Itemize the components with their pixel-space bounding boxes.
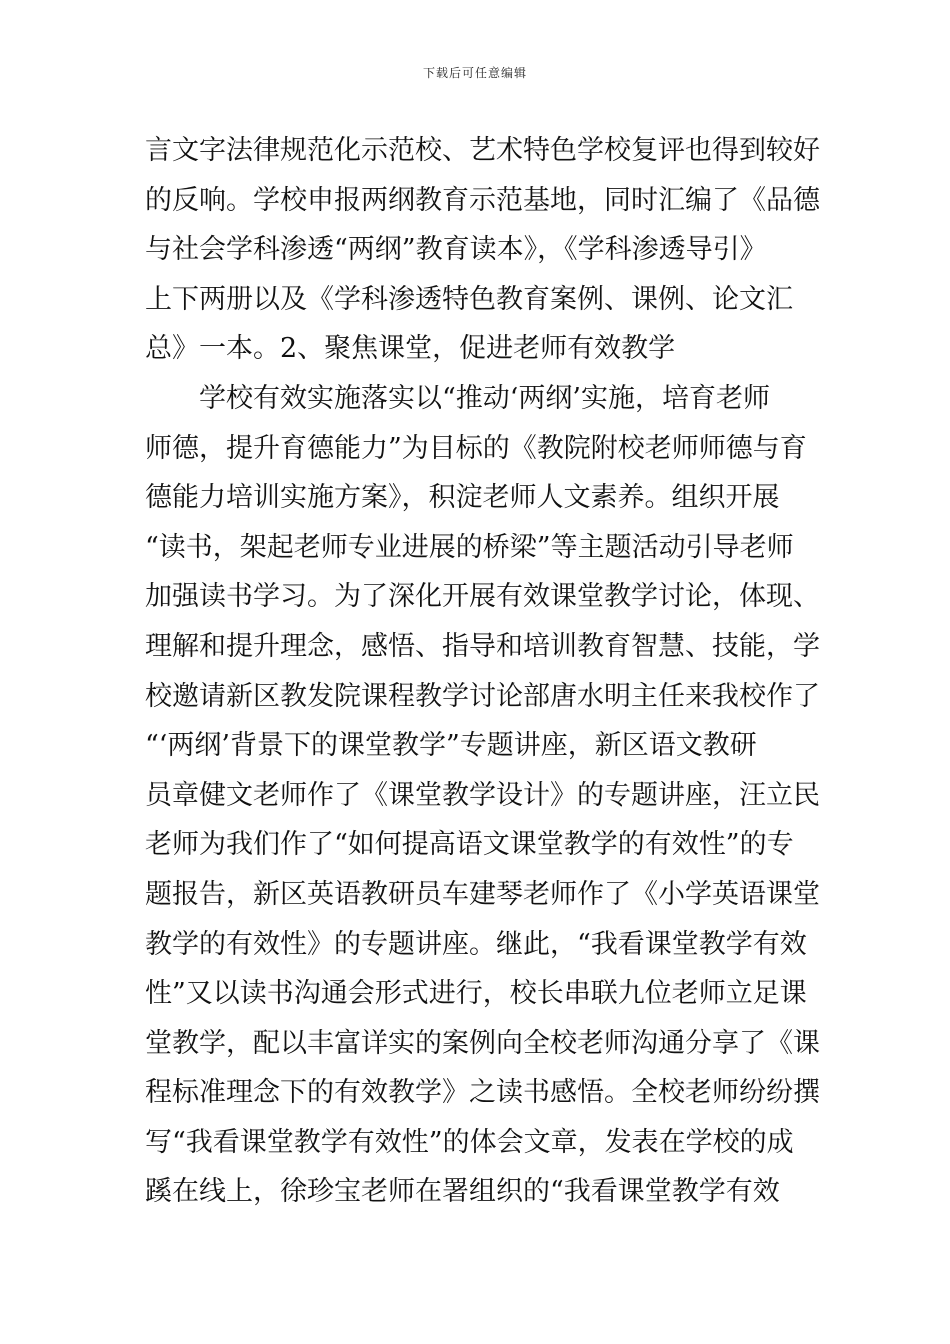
paragraph: [145, 126, 820, 374]
text-line: 题报告，新区英语教研员车建琴老师作了《小学英语课堂: [145, 878, 820, 910]
text-line: 堂教学，配以丰富详实的案例向全校老师沟通分享了《课: [145, 1027, 820, 1059]
text-line: 加强读书学习。为了深化开展有效课堂教学讨论，体现、: [145, 581, 820, 613]
text-line: 性”又以读书沟通会形式进行，校长串联九位老师立足课: [145, 978, 807, 1010]
text-line: 老师为我们作了“如何提高语文课堂教学的有效性”的专: [145, 829, 794, 861]
paragraph: [145, 374, 820, 1217]
text-line: “读书，架起老师专业进展的桥梁”等主题活动引导老师: [145, 531, 794, 563]
text-line: 写“我看课堂教学有效性”的体会文章，发表在学校的成: [145, 1126, 794, 1158]
document-body: [145, 126, 820, 1217]
text-line: 教学的有效性》的专题讲座。继此，“我看课堂教学有效: [145, 928, 807, 960]
text-line: 的反响。学校申报两纲教育示范基地，同时汇编了《品德: [145, 184, 820, 216]
text-line: 上下两册以及《学科渗透特色教育案例、课例、论文汇: [145, 283, 793, 315]
text-line: 理解和提升理念，感悟、指导和培训教育智慧、技能，学: [145, 630, 820, 662]
text-line: “‘两纲’背景下的课堂教学”专题讲座，新区语文教研: [145, 730, 757, 762]
text-line: 员章健文老师作了《课堂教学设计》的专题讲座，汪立民: [145, 779, 820, 811]
text-line: 蹊在线上，徐珍宝老师在署组织的“我看课堂教学有效: [145, 1176, 780, 1208]
text-line: 德能力培训实施方案》，积淀老师人文素养。组织开展: [145, 482, 780, 514]
text-line: 程标准理念下的有效教学》之读书感悟。全校老师纷纷撰: [145, 1077, 820, 1109]
page-header: 下载后可任意编辑: [422, 66, 527, 80]
text-line: 言文字法律规范化示范校、艺术特色学校复评也得到较好: [145, 135, 820, 166]
text-line: 学校有效实施落实以“推动‘两纲’实施，培育老师: [199, 382, 770, 414]
text-line: 与社会学科渗透“两纲”教育读本》，《学科渗透导引》: [145, 234, 767, 266]
text-line: 师德，提升育德能力”为目标的《教院附校老师师德与育: [145, 432, 807, 464]
text-line: 总》一本。2、聚焦课堂，促进老师有效教学: [145, 333, 676, 365]
text-line: 校邀请新区教发院课程教学讨论部唐水明主任来我校作了: [145, 680, 820, 712]
